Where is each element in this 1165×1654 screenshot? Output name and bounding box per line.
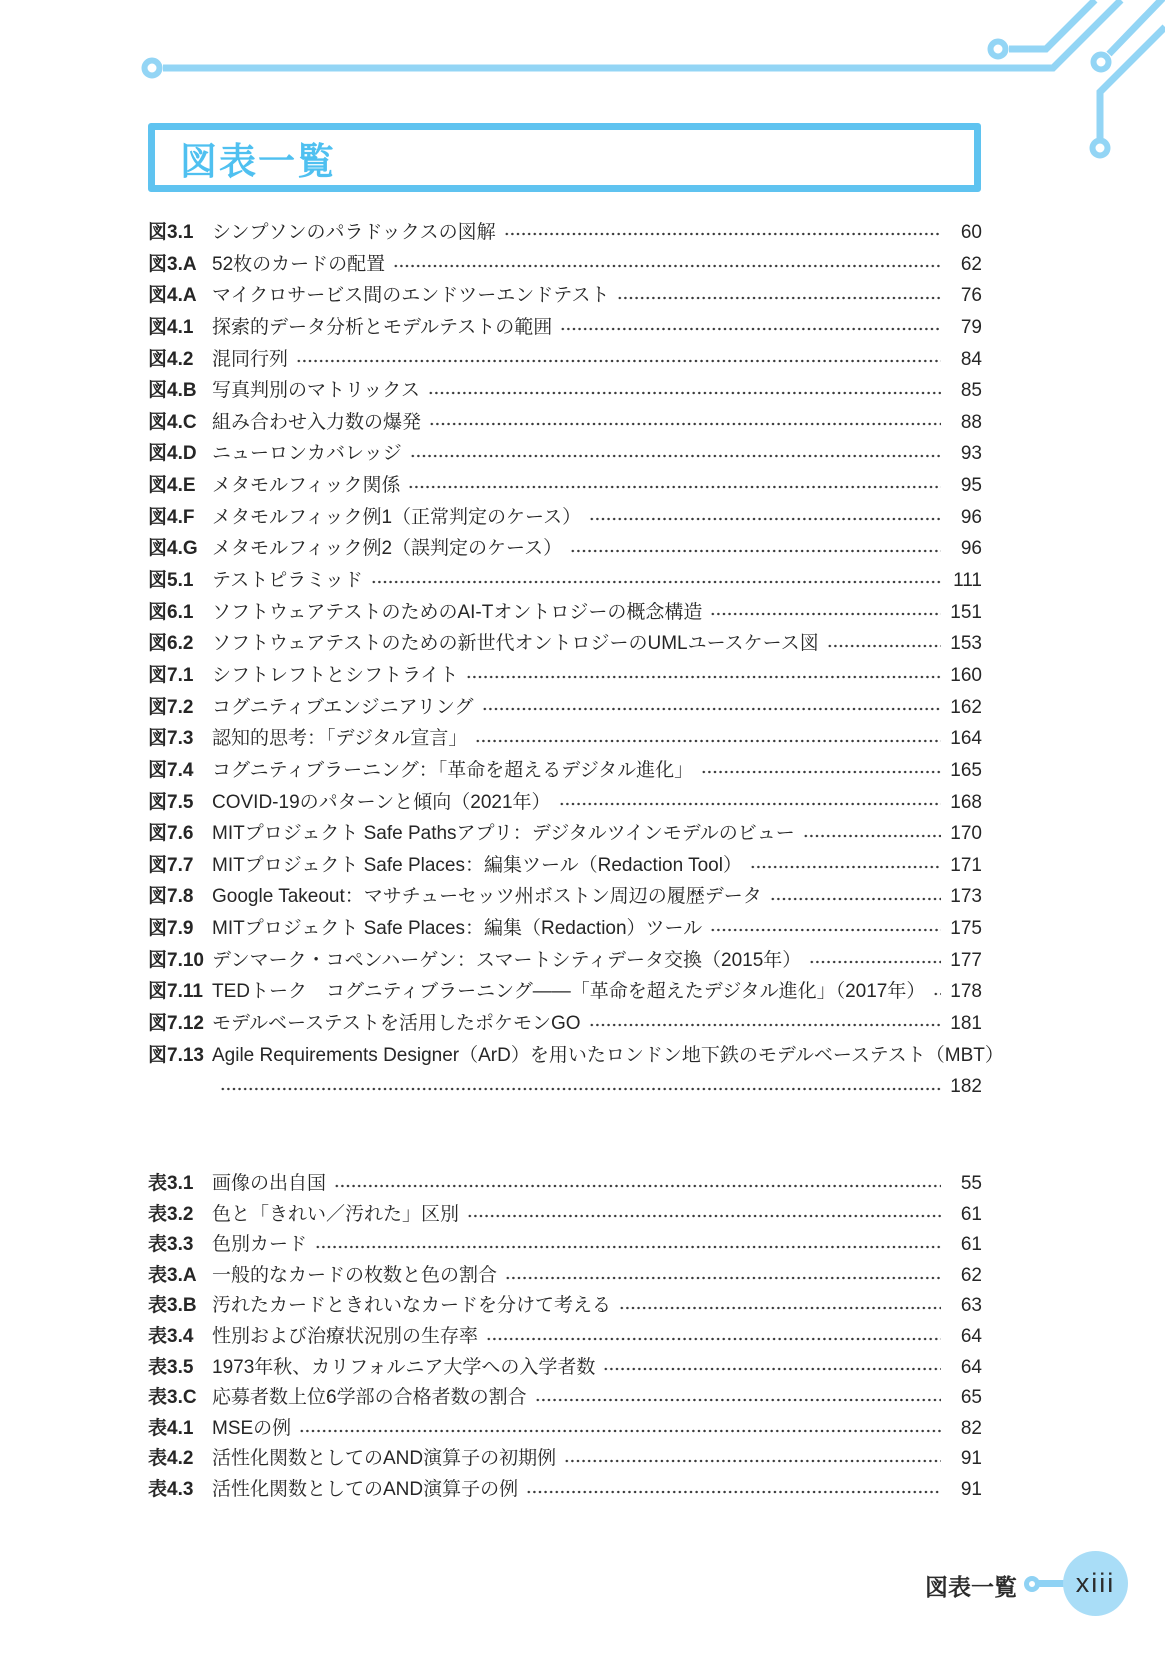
leader-dots (570, 533, 941, 565)
entry-page-number: 61 (960, 1234, 982, 1256)
entry-page-number: 60 (960, 222, 982, 243)
entry-label-spacer (148, 1071, 212, 1103)
entry-page-number: 177 (950, 949, 982, 971)
entry-title: 色と「きれい／汚れた」区別 (212, 1203, 460, 1225)
entry-title: TEDトーク コグニティブラーニング――「革命を超えたデジタル進化」（2017年） (212, 981, 926, 1003)
footer-section-label: 図表一覧 (925, 1574, 1017, 1600)
entry-label: 図7.1 (148, 664, 194, 686)
entry-page-number: 162 (950, 696, 982, 718)
entry-label: 図7.7 (148, 854, 194, 876)
page-title: 図表一覧 (180, 140, 336, 182)
entry-label: 図4.F (148, 506, 195, 528)
entry-title: メタモルフィック関係 (212, 475, 401, 497)
entry-page-number: 181 (950, 1013, 982, 1035)
entry-page-number: 96 (960, 538, 982, 560)
entry-title: ソフトウェアテストのための新世代オントロジーのUMLユースケース図 (212, 633, 819, 655)
toc-entry (148, 755, 982, 787)
entry-title: 活性化関数としてのAND演算子の初期例 (212, 1448, 557, 1470)
entry-page-number: 63 (960, 1295, 982, 1317)
entry-title: MITプロジェクト Safe Places：編集ツール（Redaction Tool） (212, 854, 742, 876)
leader-dots (428, 375, 941, 407)
leader-dots (504, 217, 941, 249)
toc-entry (148, 976, 982, 1008)
leader-dots (408, 470, 941, 502)
entry-label: 図4.C (148, 411, 197, 433)
entry-title: デンマーク・コペンハーゲン：スマートシティデータ交換（2015年） (212, 949, 802, 971)
entry-title: メタモルフィック例2（誤判定のケース） (212, 538, 563, 560)
toc-entry (148, 438, 982, 470)
entry-title: 組み合わせ入力数の爆発 (212, 411, 422, 433)
entry-page-number: 178 (950, 981, 982, 1003)
toc-entry (148, 1261, 982, 1292)
entry-label: 図7.5 (148, 791, 194, 813)
leader-dots (393, 249, 941, 281)
entry-label: 図3.1 (148, 222, 194, 243)
toc-entry (148, 312, 982, 344)
entry-page-number: 82 (960, 1417, 982, 1439)
entry-label: 表4.2 (148, 1448, 194, 1470)
entry-title: Google Takeout：マサチューセッツ州ボストン周辺の履歴データ (212, 886, 762, 908)
toc-entry (148, 1200, 982, 1231)
entry-label: 表3.A (148, 1264, 197, 1286)
entry-title: MITプロジェクト Safe Places：編集（Redaction）ツール (212, 918, 703, 940)
leader-dots (296, 344, 941, 376)
toc-entry (148, 533, 982, 565)
leader-dots (933, 976, 941, 1008)
toc-entry (148, 280, 982, 312)
toc-entry (148, 913, 982, 945)
entry-page-number: 91 (960, 1478, 982, 1500)
entry-title: MITプロジェクト Safe Pathsアプリ：デジタルツインモデルのビュー (212, 823, 795, 845)
entry-label: 図7.8 (148, 886, 194, 908)
entry-title: ソフトウェアテストのためのAI-Tオントロジーの概念構造 (212, 601, 703, 623)
entry-label: 図3.A (148, 253, 197, 275)
toc-entry (148, 881, 982, 913)
entry-page-number: 182 (950, 1076, 982, 1098)
entry-label: 図7.11 (148, 981, 203, 1003)
entry-label: 図4.E (148, 475, 196, 497)
entry-label: 図7.4 (148, 759, 194, 781)
entry-page-number: 173 (950, 886, 982, 908)
circuit-node-icon (1094, 55, 1109, 70)
leader-dots (410, 438, 941, 470)
toc-entry (148, 1230, 982, 1261)
entry-page-number: 76 (960, 285, 982, 307)
entry-title: 画像の出自国 (212, 1173, 327, 1194)
circuit-trace (163, 0, 1121, 68)
entry-title: 性別および治療状況別の生存率 (212, 1325, 479, 1347)
entry-title: マイクロサービス間のエンドツーエンドテスト (212, 285, 610, 307)
toc-entry (148, 470, 982, 502)
entry-title: コグニティブエンジニアリング (212, 696, 474, 718)
entry-label: 表3.3 (148, 1234, 194, 1256)
entry-page-number: 165 (950, 759, 982, 781)
toc-entry (148, 660, 982, 692)
entry-label: 図4.2 (148, 348, 194, 370)
toc-entry (148, 1414, 982, 1445)
entry-page-number: 55 (960, 1173, 982, 1194)
entry-page-number: 65 (960, 1387, 982, 1409)
toc-entry (148, 1291, 982, 1322)
entry-title: 認知的思考：「デジタル宣言」 (212, 728, 468, 750)
entry-title: 一般的なカードの枚数と色の割合 (212, 1264, 498, 1286)
leader-dots (334, 1169, 941, 1200)
leader-dots (467, 1200, 941, 1231)
entry-label: 図4.G (148, 538, 198, 560)
toc-entry (148, 628, 982, 660)
toc-entry (148, 945, 982, 977)
entry-label: 表3.2 (148, 1203, 194, 1225)
entry-label: 表4.1 (148, 1417, 194, 1439)
leader-dots (809, 945, 941, 977)
circuit-node-icon (1093, 141, 1108, 156)
entry-title: テストピラミッド (212, 570, 363, 592)
entry-page-number: 170 (950, 823, 982, 845)
entry-label: 図7.6 (148, 823, 194, 845)
entry-title: Agile Requirements Designer（ArD）を用いたロンドン地下鉄のモデルベーステスト（MBT） (212, 1044, 1004, 1066)
toc-entry (148, 565, 982, 597)
page-number: xiii (1075, 1568, 1116, 1598)
entry-page-number: 151 (950, 601, 982, 623)
entry-label: 図6.2 (148, 633, 194, 655)
leader-dots (564, 1444, 941, 1475)
page-title-box (148, 123, 981, 192)
entry-title: シフトレフトとシフトライト (212, 664, 459, 686)
leader-dots (701, 755, 941, 787)
toc-entry (148, 1322, 982, 1353)
leader-dots (535, 1383, 941, 1414)
entry-label: 表4.3 (148, 1478, 194, 1500)
entry-label: 表3.5 (148, 1356, 194, 1378)
leader-dots (803, 818, 941, 850)
leader-dots (710, 597, 941, 629)
tables-list (148, 1169, 982, 1506)
entry-title: モデルベーステストを活用したポケモンGO (212, 1013, 581, 1035)
entry-page-number: 61 (960, 1203, 982, 1225)
leader-dots (299, 1414, 941, 1445)
leader-dots (827, 628, 941, 660)
entry-title: ニューロンカバレッジ (212, 443, 402, 465)
leader-dots (486, 1322, 941, 1353)
page-number-badge (1063, 1551, 1128, 1616)
entry-page-number: 91 (960, 1448, 982, 1470)
leader-dots (770, 881, 941, 913)
entry-label: 図4.B (148, 380, 197, 402)
entry-label: 表3.1 (148, 1173, 194, 1194)
entry-page-number: 168 (950, 791, 982, 813)
toc-entry (148, 597, 982, 629)
entry-page-number: 171 (950, 854, 982, 876)
circuit-trace (1100, 27, 1165, 138)
toc-entry (148, 249, 982, 281)
entry-page-number: 111 (953, 570, 982, 592)
entry-title: メタモルフィック例1（正常判定のケース） (212, 506, 582, 528)
leader-dots (589, 1008, 941, 1040)
toc-entry (148, 344, 982, 376)
circuit-node-icon (145, 61, 160, 76)
leader-dots (526, 1475, 941, 1506)
entry-label: 図4.1 (148, 316, 194, 338)
entry-page-number: 164 (950, 728, 982, 750)
leader-dots (220, 1071, 941, 1103)
entry-title: MSEの例 (212, 1417, 292, 1439)
leader-dots (475, 723, 941, 755)
entry-label: 図7.10 (148, 949, 204, 971)
entry-label: 図7.12 (148, 1013, 204, 1035)
leader-dots (617, 280, 941, 312)
leader-dots (315, 1230, 941, 1261)
figures-list (148, 217, 1004, 1103)
entry-title: シンプソンのパラドックスの図解 (212, 222, 496, 243)
leader-dots (619, 1291, 941, 1322)
entry-title: 1973年秋、カリフォルニア大学への入学者数 (212, 1356, 596, 1378)
entry-page-number: 88 (960, 411, 982, 433)
entry-page-number: 175 (950, 918, 982, 940)
toc-entry (148, 787, 982, 819)
toc-entry (148, 217, 982, 249)
entry-label: 図7.2 (148, 696, 194, 718)
entry-label: 図7.3 (148, 728, 194, 750)
toc-entry (148, 375, 982, 407)
leader-dots (466, 660, 941, 692)
entry-label: 図7.13 (148, 1044, 204, 1066)
entry-page-number: 62 (960, 253, 982, 275)
leader-dots (710, 913, 941, 945)
leader-dots (371, 565, 941, 597)
entry-page-number: 153 (950, 633, 982, 655)
entry-title: 応募者数上位6学部の合格者数の割合 (212, 1387, 527, 1409)
entry-label: 図5.1 (148, 570, 194, 592)
leader-dots (482, 692, 941, 724)
leader-dots (589, 502, 941, 534)
entry-page-number: 62 (960, 1264, 982, 1286)
entry-title: 混同行列 (212, 348, 289, 370)
entry-page-number: 95 (960, 475, 982, 497)
toc-entry (148, 1383, 982, 1414)
entry-page-number: 160 (950, 664, 982, 686)
entry-page-number: 64 (960, 1325, 982, 1347)
toc-entry (148, 1475, 982, 1506)
entry-title: 52枚のカードの配置 (212, 253, 386, 275)
leader-dots (603, 1353, 941, 1384)
toc-entry (148, 723, 982, 755)
leader-dots (560, 312, 941, 344)
entry-title: コグニティブラーニング：「革命を超えるデジタル進化」 (212, 759, 694, 781)
circuit-node-icon (991, 42, 1006, 57)
toc-entry (148, 1444, 982, 1475)
entry-label: 表3.4 (148, 1325, 194, 1347)
entry-label: 図7.9 (148, 918, 194, 940)
entry-page-number: 84 (960, 348, 982, 370)
toc-entry (148, 818, 982, 850)
toc-entry (148, 850, 982, 882)
entry-label: 表3.B (148, 1295, 197, 1317)
toc-entry (148, 1008, 982, 1040)
toc-entry (148, 1169, 982, 1200)
entry-title: 色別カード (212, 1234, 308, 1256)
entry-page-number: 96 (960, 506, 982, 528)
leader-dots (559, 787, 941, 819)
entry-label: 図6.1 (148, 601, 194, 623)
leader-dots (429, 407, 941, 439)
toc-entry (148, 1353, 982, 1384)
entry-page-number: 85 (960, 380, 982, 402)
entry-label: 図4.D (148, 443, 197, 465)
entry-title: 探索的データ分析とモデルテストの範囲 (212, 316, 553, 338)
leader-dots (505, 1261, 941, 1292)
toc-entry (148, 692, 982, 724)
leader-dots (750, 850, 941, 882)
entry-page-number: 79 (960, 316, 982, 338)
entry-title: 活性化関数としてのAND演算子の例 (212, 1478, 519, 1500)
entry-title: 写真判別のマトリックス (212, 380, 421, 402)
entry-page-number: 93 (960, 443, 982, 465)
toc-entry-continuation (148, 1071, 982, 1103)
toc-entry (148, 1040, 1004, 1072)
entry-title: COVID-19のパターンと傾向（2021年） (212, 791, 551, 813)
entry-title: 汚れたカードときれいなカードを分けて考える (212, 1295, 612, 1317)
entry-page-number: 64 (960, 1356, 982, 1378)
entry-label: 表3.C (148, 1387, 197, 1409)
toc-entry (148, 502, 982, 534)
toc-entry (148, 407, 982, 439)
entry-label: 図4.A (148, 285, 197, 307)
